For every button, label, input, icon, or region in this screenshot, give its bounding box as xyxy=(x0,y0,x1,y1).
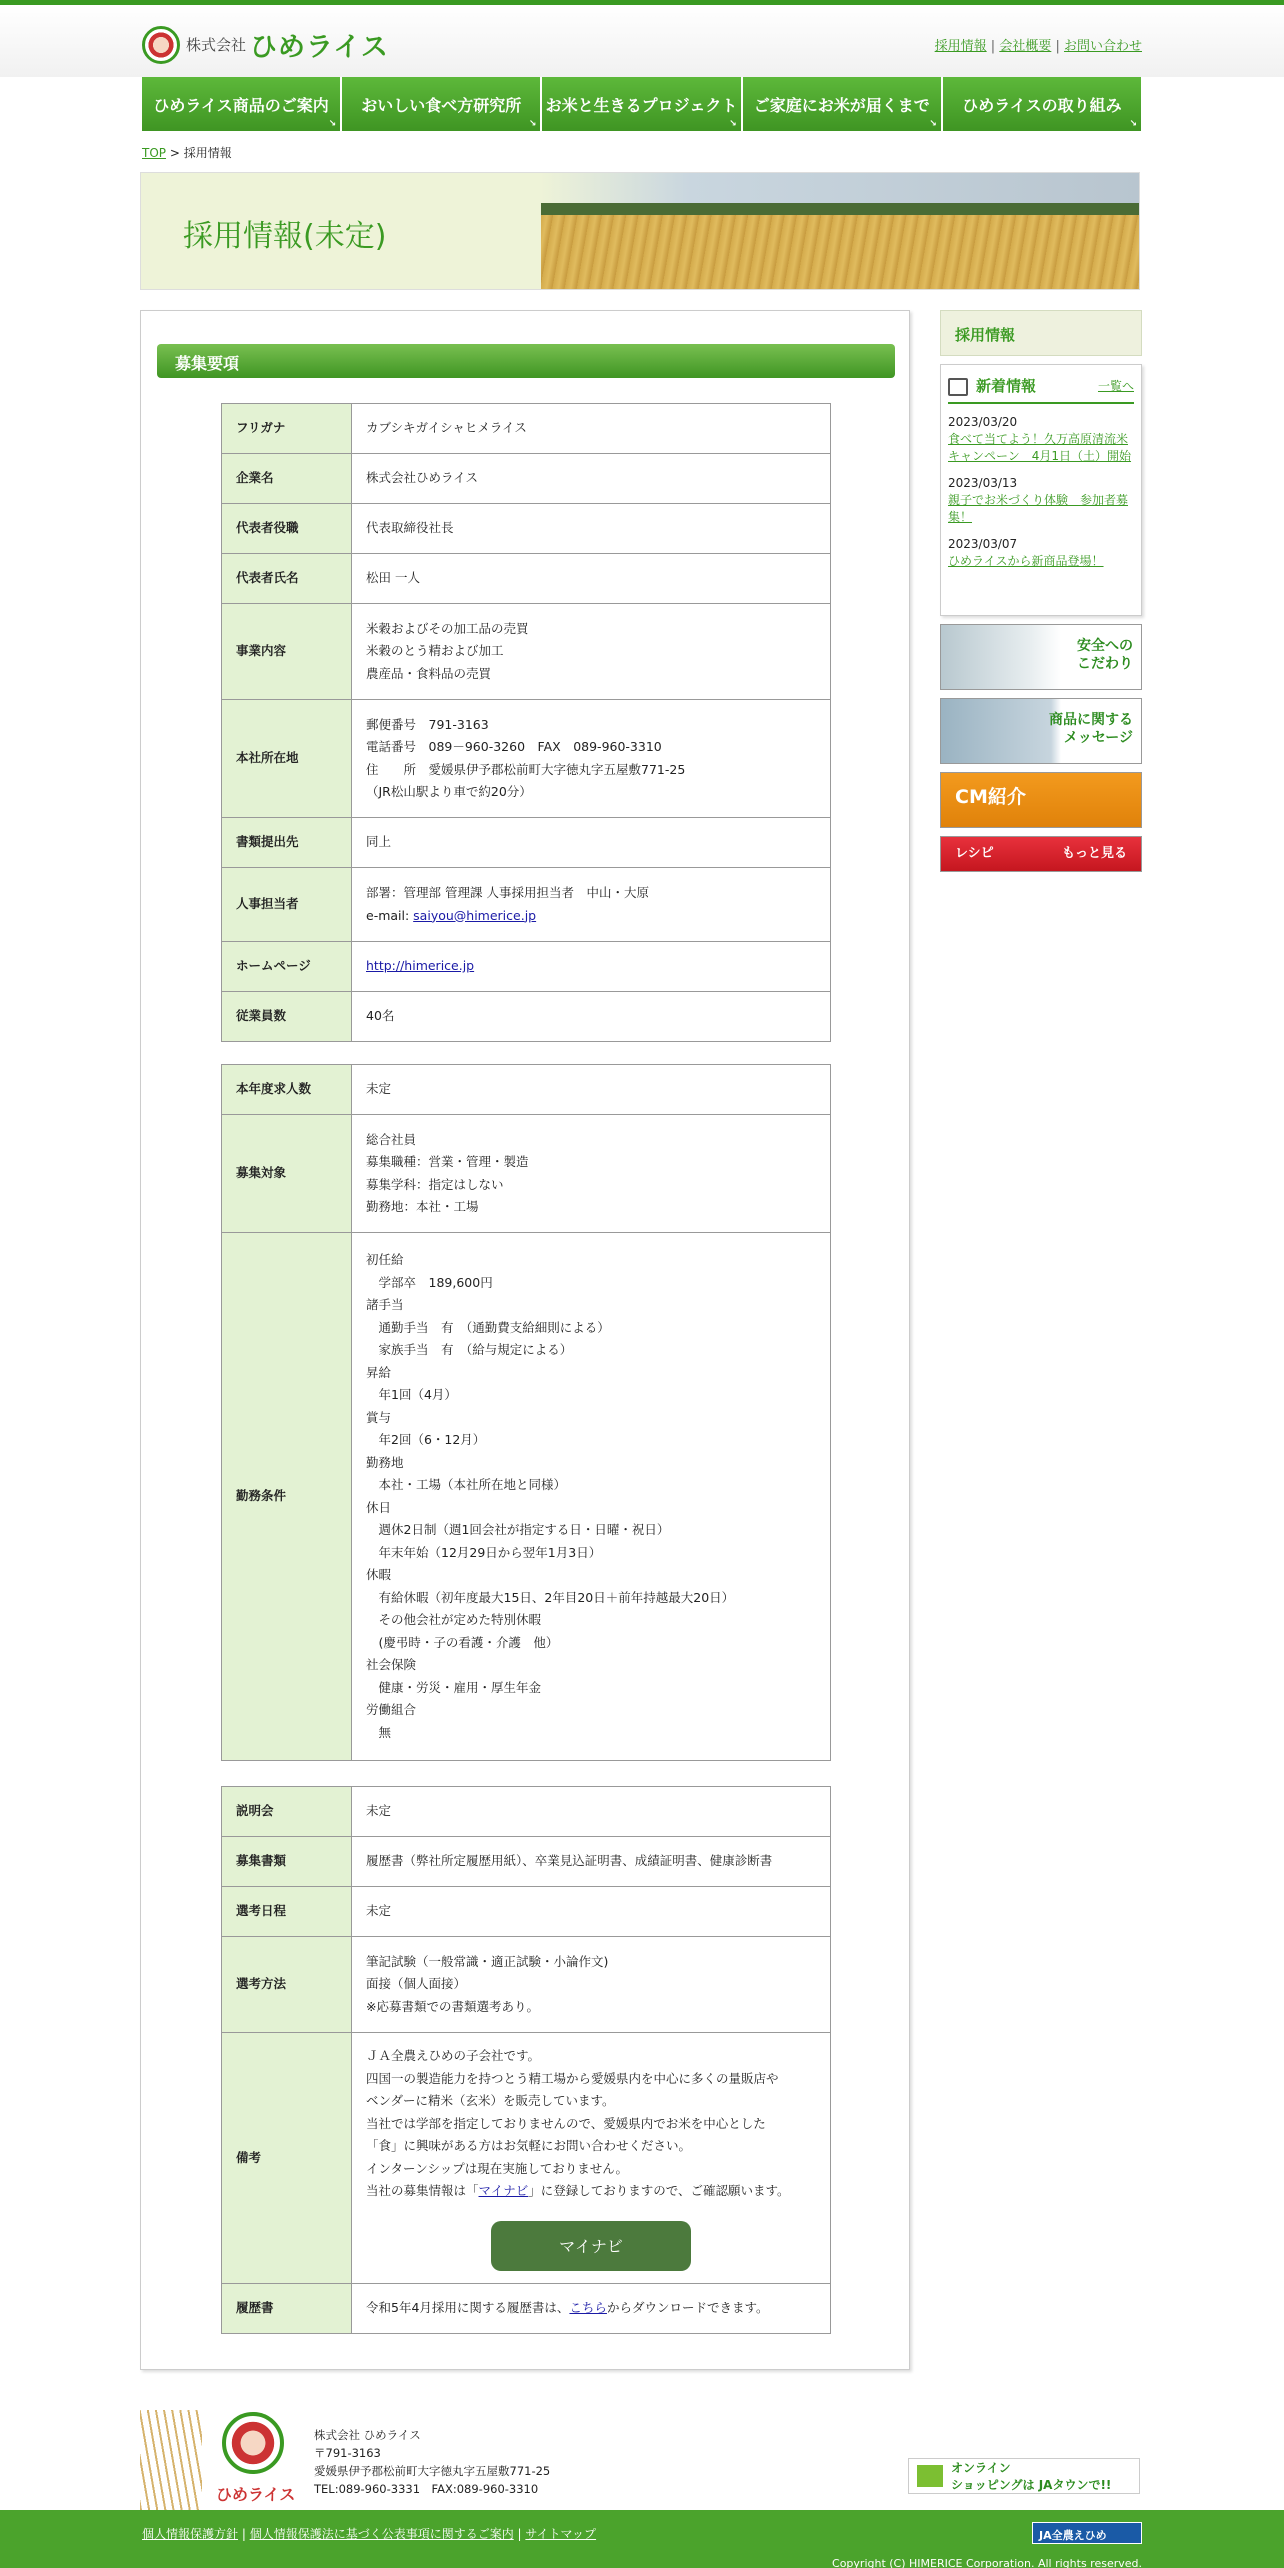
news-title: 新着情報 xyxy=(948,375,1036,396)
copyright: Copyright (C) HIMERICE Corporation. All rights reserved. xyxy=(832,2557,1142,2568)
news-link[interactable]: ひめライスから新商品登場！ xyxy=(948,554,1104,568)
wheat-illustration xyxy=(140,2410,202,2510)
row-label: 書類提出先 xyxy=(222,818,352,868)
footer-address xyxy=(314,2426,550,2498)
row-label: 履歴書 xyxy=(222,2283,352,2333)
nav-item-recipes-lab[interactable]: おいしい食べ方研究所 ↘ xyxy=(342,77,542,131)
sidebar xyxy=(940,310,1142,872)
row-value: 筆記試験（一般常識・適正試験・小論作文) 面接（個人面接） ※応募書類での書類選考あり。 xyxy=(366,1953,609,2014)
hero-image-field xyxy=(541,215,1140,290)
row-value: カブシキガイシャヒメライス xyxy=(366,420,527,436)
row-value: 未定 xyxy=(366,1903,392,1919)
row-label: 本年度求人数 xyxy=(222,1065,352,1115)
news-icon xyxy=(948,378,968,396)
row-value: 総合社員 募集職種：営業・管理・製造 募集学科：指定はしない 勤務地：本社・工場 xyxy=(366,1131,529,1214)
row-label: 説明会 xyxy=(222,1787,352,1837)
row-value: 未定 xyxy=(366,1803,392,1819)
recipe-label: レシピ xyxy=(955,846,994,861)
breadcrumb-current: 採用情報 xyxy=(183,146,232,160)
recruitment-conditions-table xyxy=(221,1064,831,1761)
row-value: 初任給 学部卒 189,600円 諸手当 通勤手当 有 （通勤費支給細則による） 家族手当 有 （給与規定による） 昇給 年1回（4月） 賞与 年2回（6・12月） 勤務地 本社・工場（本社所在地と同様） 休日 週休2日制（週1回会社が指定する日・日曜・祝日） 年末年始（12月29日から翌年1月3日） 休暇 有給休暇（初年度最大15日、2年目20日＋前年持越最大20日） その他会社が定めた特別休暇 (慶弔時・子の看護・介護 他） 社会保険 健康・労災・雇用・厚生年金 労働組合 無 xyxy=(366,1252,735,1740)
main-content xyxy=(140,310,910,2370)
page-hero xyxy=(140,172,1140,290)
header-link-recruit[interactable]: 採用情報 xyxy=(934,39,987,54)
mynavi-text-link[interactable]: マイナビ xyxy=(478,2183,529,2198)
row-label: 本社所在地 xyxy=(222,700,352,818)
nav-item-rice-project[interactable]: お米と生きるプロジェクト ↘ xyxy=(542,77,742,131)
resume-text: 令和5年4月採用に関する履歴書は、 xyxy=(366,2299,570,2315)
logo-brand-name: ひめライス xyxy=(250,32,389,63)
news-date: 2023/03/13 xyxy=(948,476,1018,490)
selection-info-table xyxy=(221,1786,831,2334)
sidebar-recruit-box[interactable]: 採用情報 xyxy=(940,310,1142,356)
footer-tel: TEL:089-960-3331 FAX:089-960-3310 xyxy=(314,2482,539,2496)
news-link[interactable]: 親子でお米づくり体験 参加者募集！ xyxy=(948,493,1129,524)
header-links: 採用情報 | 会社概要 | お問い合わせ xyxy=(934,39,1142,54)
header-link-company[interactable]: 会社概要 xyxy=(999,39,1052,54)
email-label: e-mail: xyxy=(366,907,414,923)
site-logo[interactable] xyxy=(142,25,389,64)
cart-icon xyxy=(917,2465,943,2487)
note-text: 当社の募集情報は「 xyxy=(366,2183,479,2198)
row-value: 40名 xyxy=(366,1008,395,1024)
row-label: ホームページ xyxy=(222,942,352,992)
row-value: 未定 xyxy=(366,1081,392,1097)
homepage-link[interactable]: http://himerice.jp xyxy=(366,958,475,974)
footer-company: 株式会社 ひめライス xyxy=(314,2428,421,2442)
news-date: 2023/03/20 xyxy=(948,415,1018,429)
row-value: 履歴書（弊社所定履歴用紙）、卒業見込証明書、成績証明書、健康診断書 xyxy=(366,1853,773,1869)
row-label: 従業員数 xyxy=(222,992,352,1042)
row-label: 選考方法 xyxy=(222,1937,352,2033)
news-item xyxy=(948,414,1134,465)
footer-street: 愛媛県伊予郡松前町大字徳丸字五屋敷771-25 xyxy=(314,2464,551,2478)
row-label: 備考 xyxy=(222,2033,352,2284)
footer-links: 個人情報保護方針 | 個人情報保護法に基づく公表事項に関するご案内 | サイトマップ xyxy=(142,2527,597,2541)
news-date: 2023/03/07 xyxy=(948,537,1018,551)
banner-recipe[interactable] xyxy=(940,836,1142,872)
row-label: フリガナ xyxy=(222,404,352,454)
nav-item-products[interactable]: ひめライス商品のご案内 ↘ xyxy=(142,77,342,131)
news-link[interactable]: 食べて当てよう！久万高原清流米キャンペーン 4月1日（土）開始 xyxy=(948,432,1132,463)
logo-company-prefix: 株式会社 xyxy=(186,36,247,54)
row-value: 郵便番号 791-3163 電話番号 089－960-3260 FAX 089-960-3310 住 所 愛媛県伊予郡松前町大字徳丸字五屋敷771-25 （JR松山駅より車で約20分） xyxy=(366,716,686,799)
row-label: 勤務条件 xyxy=(222,1233,352,1761)
row-value: 松田 一人 xyxy=(366,570,420,586)
nav-item-delivery[interactable]: ご家庭にお米が届くまで ↘ xyxy=(743,77,943,131)
footer-link-privacy[interactable]: 個人情報保護方針 xyxy=(142,2527,239,2541)
row-label: 代表者氏名 xyxy=(222,554,352,604)
footer-link-disclosure[interactable]: 個人情報保護法に基づく公表事項に関するご案内 xyxy=(249,2527,514,2541)
note-text: 」に登録しておりますので、ご確認願います。 xyxy=(528,2183,790,2198)
news-item xyxy=(948,536,1134,570)
news-box xyxy=(940,364,1142,616)
global-nav xyxy=(142,77,1141,131)
row-label: 選考日程 xyxy=(222,1887,352,1937)
hr-email-link[interactable]: saiyou@himerice.jp xyxy=(413,907,537,923)
row-label: 人事担当者 xyxy=(222,868,352,942)
recipe-more-label: もっと見る xyxy=(1061,846,1127,861)
footer-zip: 〒791-3163 xyxy=(314,2446,381,2460)
nav-item-initiatives[interactable]: ひめライスの取り組み ↘ xyxy=(943,77,1141,131)
resume-text: からダウンロードできます。 xyxy=(606,2299,769,2315)
resume-download-link[interactable]: こちら xyxy=(569,2299,607,2315)
news-item xyxy=(948,475,1134,526)
banner-safety[interactable]: 安全への こだわり xyxy=(940,624,1142,690)
mynavi-button[interactable]: マイナビ xyxy=(491,2221,691,2271)
breadcrumb: TOP > 採用情報 xyxy=(142,146,232,160)
row-label: 事業内容 xyxy=(222,604,352,700)
company-info-table xyxy=(221,403,831,1042)
row-value: ＪＡ全農えひめの子会社です。 四国一の製造能力を持つとう精工場から愛媛県内を中心に多くの量販店や ベンダーに精米（玄米）を販売しています。 当社では学部を指定しておりませんので、愛媛県内でお米を中心とした 「食」に興味がある方はお気軽にお問い合わせください。 インターンシップは現在実施しておりません。 xyxy=(366,2048,779,2176)
footer-logo-icon xyxy=(222,2412,284,2474)
row-value: 米穀およびその加工品の売買 米穀のとう精および加工 農産品・食料品の売買 xyxy=(366,620,529,681)
row-label: 募集対象 xyxy=(222,1115,352,1233)
row-label: 募集書類 xyxy=(222,1837,352,1887)
footer xyxy=(140,2410,1140,2510)
site-header xyxy=(0,5,1284,77)
row-label: 代表者役職 xyxy=(222,504,352,554)
row-value: 部署：管理部 管理課 人事採用担当者 中山・大原 xyxy=(366,885,649,900)
banner-cm[interactable]: CM紹介 xyxy=(940,772,1142,828)
row-label: 企業名 xyxy=(222,454,352,504)
footer-link-sitemap[interactable]: サイトマップ xyxy=(525,2527,597,2541)
news-more-link[interactable]: 一覧へ xyxy=(1097,379,1134,393)
section-heading: 募集要項 xyxy=(157,344,895,378)
row-value: 同上 xyxy=(366,834,392,850)
row-value: 株式会社ひめライス xyxy=(366,470,479,486)
page-title: 採用情報(未定) xyxy=(183,219,387,254)
header-link-contact[interactable]: お問い合わせ xyxy=(1063,39,1142,54)
logo-mark-icon xyxy=(142,26,180,64)
ja-logo[interactable]: JA全農えひめ xyxy=(1032,2522,1142,2544)
footer-brand: ひめライス xyxy=(216,2485,296,2504)
breadcrumb-top-link[interactable]: TOP xyxy=(142,146,167,160)
row-value: 代表取締役社長 xyxy=(366,520,454,536)
ja-town-banner[interactable]: オンライン ショッピングは JAタウンで!! xyxy=(908,2458,1140,2494)
banner-product-message[interactable]: 商品に関する メッセージ xyxy=(940,698,1142,764)
